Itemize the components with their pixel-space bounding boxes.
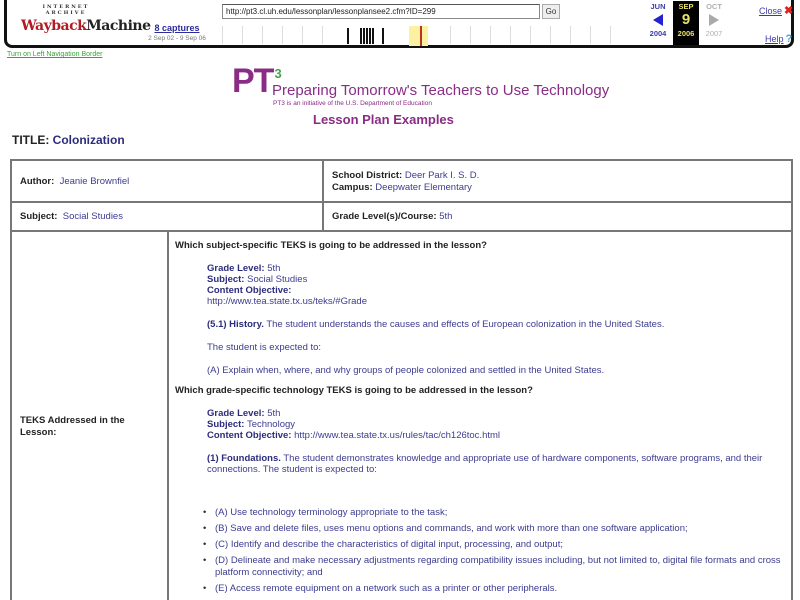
list-item: • (A) Use technology terminology appropriate to the task; — [203, 507, 785, 519]
tech-teks-grade: 5th — [267, 408, 281, 419]
wayback-logo[interactable] — [21, 4, 151, 40]
pt3-logo: $PT^3$ — [232, 62, 281, 100]
current-year-highlight — [409, 26, 428, 46]
prev-month: JUN — [650, 2, 666, 11]
subject-teks-grade: 5th — [267, 263, 281, 274]
pt3-header — [232, 62, 610, 114]
page-title — [12, 133, 125, 147]
subject-objective-url: http://www.tea.state.tx.us/teks/#Grade — [207, 296, 367, 307]
help-icon[interactable]: ? — [785, 33, 793, 45]
arrow-left-icon[interactable] — [653, 14, 663, 26]
history-item-a: (A) Explain when, where, and why groups of people colonized and settled in the United States. — [207, 365, 605, 376]
list-item: • (D) Delineate and make necessary adjustments regarding compatibility issues including, but not limited to, digital file formats and cross platform connectivity; and — [203, 555, 785, 579]
logo-internet-archive-text: INTERNET ARCHIVE — [42, 4, 90, 16]
current-day: 9 — [681, 11, 691, 28]
list-item: • (B) Save and delete files, uses menu options and commands, and work with more than one software application; — [203, 523, 785, 535]
tech-teks-subject: Technology — [246, 419, 296, 430]
author-cell: Author: Jeanie Brownfiel — [12, 161, 324, 201]
subject-cell: Subject: Social Studies — [12, 203, 324, 230]
grade-cell: Grade Level(s)/Course: 5th — [332, 211, 453, 222]
close-link[interactable]: Close — [759, 6, 783, 16]
school-cell: School District: Deer Park I. S. D. Campus: Deepwater Elementary — [332, 170, 480, 193]
pt3-subline: PT3 is an initiative of the U.S. Department of Education — [273, 100, 432, 107]
tech-objective-url: http://www.tea.state.tx.us/rules/tac/ch126toc.html — [294, 430, 501, 441]
subject-teks-question: Which subject-specific TEKS is going to be addressed in the lesson? — [175, 240, 487, 251]
section-title: Lesson Plan Examples — [313, 112, 454, 127]
next-year: 2007 — [705, 29, 723, 38]
table-row — [12, 232, 791, 600]
district-value: Deer Park I. S. D. — [404, 170, 480, 181]
list-item: • (C) Identify and describe the characteristics of digital input, processing, and output; — [203, 539, 785, 551]
prev-year[interactable]: 2004 — [649, 29, 667, 38]
captures-range: 2 Sep 02 - 9 Sep 06 — [148, 35, 206, 42]
title-label: TITLE: — [12, 133, 50, 147]
current-month: SEP — [678, 2, 694, 11]
help-control[interactable] — [765, 33, 792, 45]
logo-wayback-text: Wayback — [21, 18, 87, 34]
lesson-plan-table — [10, 159, 793, 600]
wayback-toolbar — [4, 0, 794, 48]
close-icon[interactable]: ✖ — [784, 5, 794, 17]
tech-skills-list — [175, 507, 785, 595]
history-text: The student understands the causes and effects of European colonization in the United States. — [266, 319, 665, 330]
list-item: • (E) Access remote equipment on a network such as a printer or other peripherals. — [203, 583, 785, 595]
go-button[interactable]: Go — [542, 4, 560, 19]
prev-capture[interactable] — [645, 1, 671, 45]
next-month: OCT — [706, 2, 722, 11]
captures-info — [142, 23, 212, 42]
url-input[interactable]: http://pt3.cl.uh.edu/lessonplan/lessonplansee2.cfm?ID=299 — [222, 4, 540, 19]
title-value: Colonization — [52, 133, 125, 147]
author-value: Jeanie Brownfiel — [59, 175, 130, 187]
expected-text: The student is expected to: — [207, 342, 322, 353]
next-capture — [701, 1, 727, 45]
current-year: 2006 — [677, 29, 695, 38]
campus-value: Deepwater Elementary — [375, 182, 472, 193]
current-capture — [673, 1, 699, 45]
month-navigator — [645, 1, 725, 45]
current-capture-marker — [420, 26, 422, 46]
tech-teks-question: Which grade-specific technology TEKS is going to be addressed in the lesson? — [175, 385, 533, 396]
help-link[interactable]: Help — [765, 34, 784, 44]
foundations-text: The student demonstrates knowledge and appropriate use of hardware components, software programs, and their connections. The student is expected to: — [207, 453, 763, 475]
grade-value: 5th — [439, 211, 453, 222]
table-row — [12, 203, 791, 232]
teks-label: TEKS Addressed in the Lesson: — [20, 415, 125, 438]
capture-timeline[interactable] — [212, 24, 612, 46]
subject-teks-subject: Social Studies — [247, 274, 308, 285]
left-nav-border-link[interactable]: Turn on Left Navigation Border — [7, 51, 103, 58]
close-control[interactable] — [759, 4, 793, 17]
table-row — [12, 161, 791, 203]
teks-label-cell — [12, 232, 169, 600]
captures-link[interactable]: 8 captures — [154, 23, 200, 33]
teks-content-cell: Which subject-specific TEKS is going to be addressed in the lesson? Grade Level: 5th Subject: Social Studies Content Objective: http://www.tea.state.tx.us/teks/#Grade (5.1) History. The student understands the causes and effects of European colonization in the United States. The student is expected to: (A) Explain when, where, and why groups of people colonized and settled in the United States. Which grade-specific technology TEKS is going to be addressed in the lesson? Grade Level: 5th Subject: Technology Content Objective: http://www.tea.state.tx.us/rules/tac/ch126toc.html (1) Foundations. The student demonstrates knowledge and appropriate use of hardware components, software programs, and their connections. The student is expected to: • (A) Use technology terminology appropriate to the task; • (B) Save and delete files, uses menu options and commands, and work with more than one software application; • (C) Identify and describe the characteristics of digital input, processing, and output; • (D) Delineate and make necessary adjustments regarding compatibility issues including, but not limited to, digital file formats and cross platform connectivity; and • (E) Access remote equipment on a network such as a printer or other peripherals. — [169, 232, 791, 600]
arrow-right-icon — [709, 14, 719, 26]
logo-machine-text: Machine — [86, 18, 151, 34]
pt3-tagline: Preparing Tomorrow's Teachers to Use Technology — [272, 82, 610, 99]
subject-value: Social Studies — [62, 211, 123, 222]
